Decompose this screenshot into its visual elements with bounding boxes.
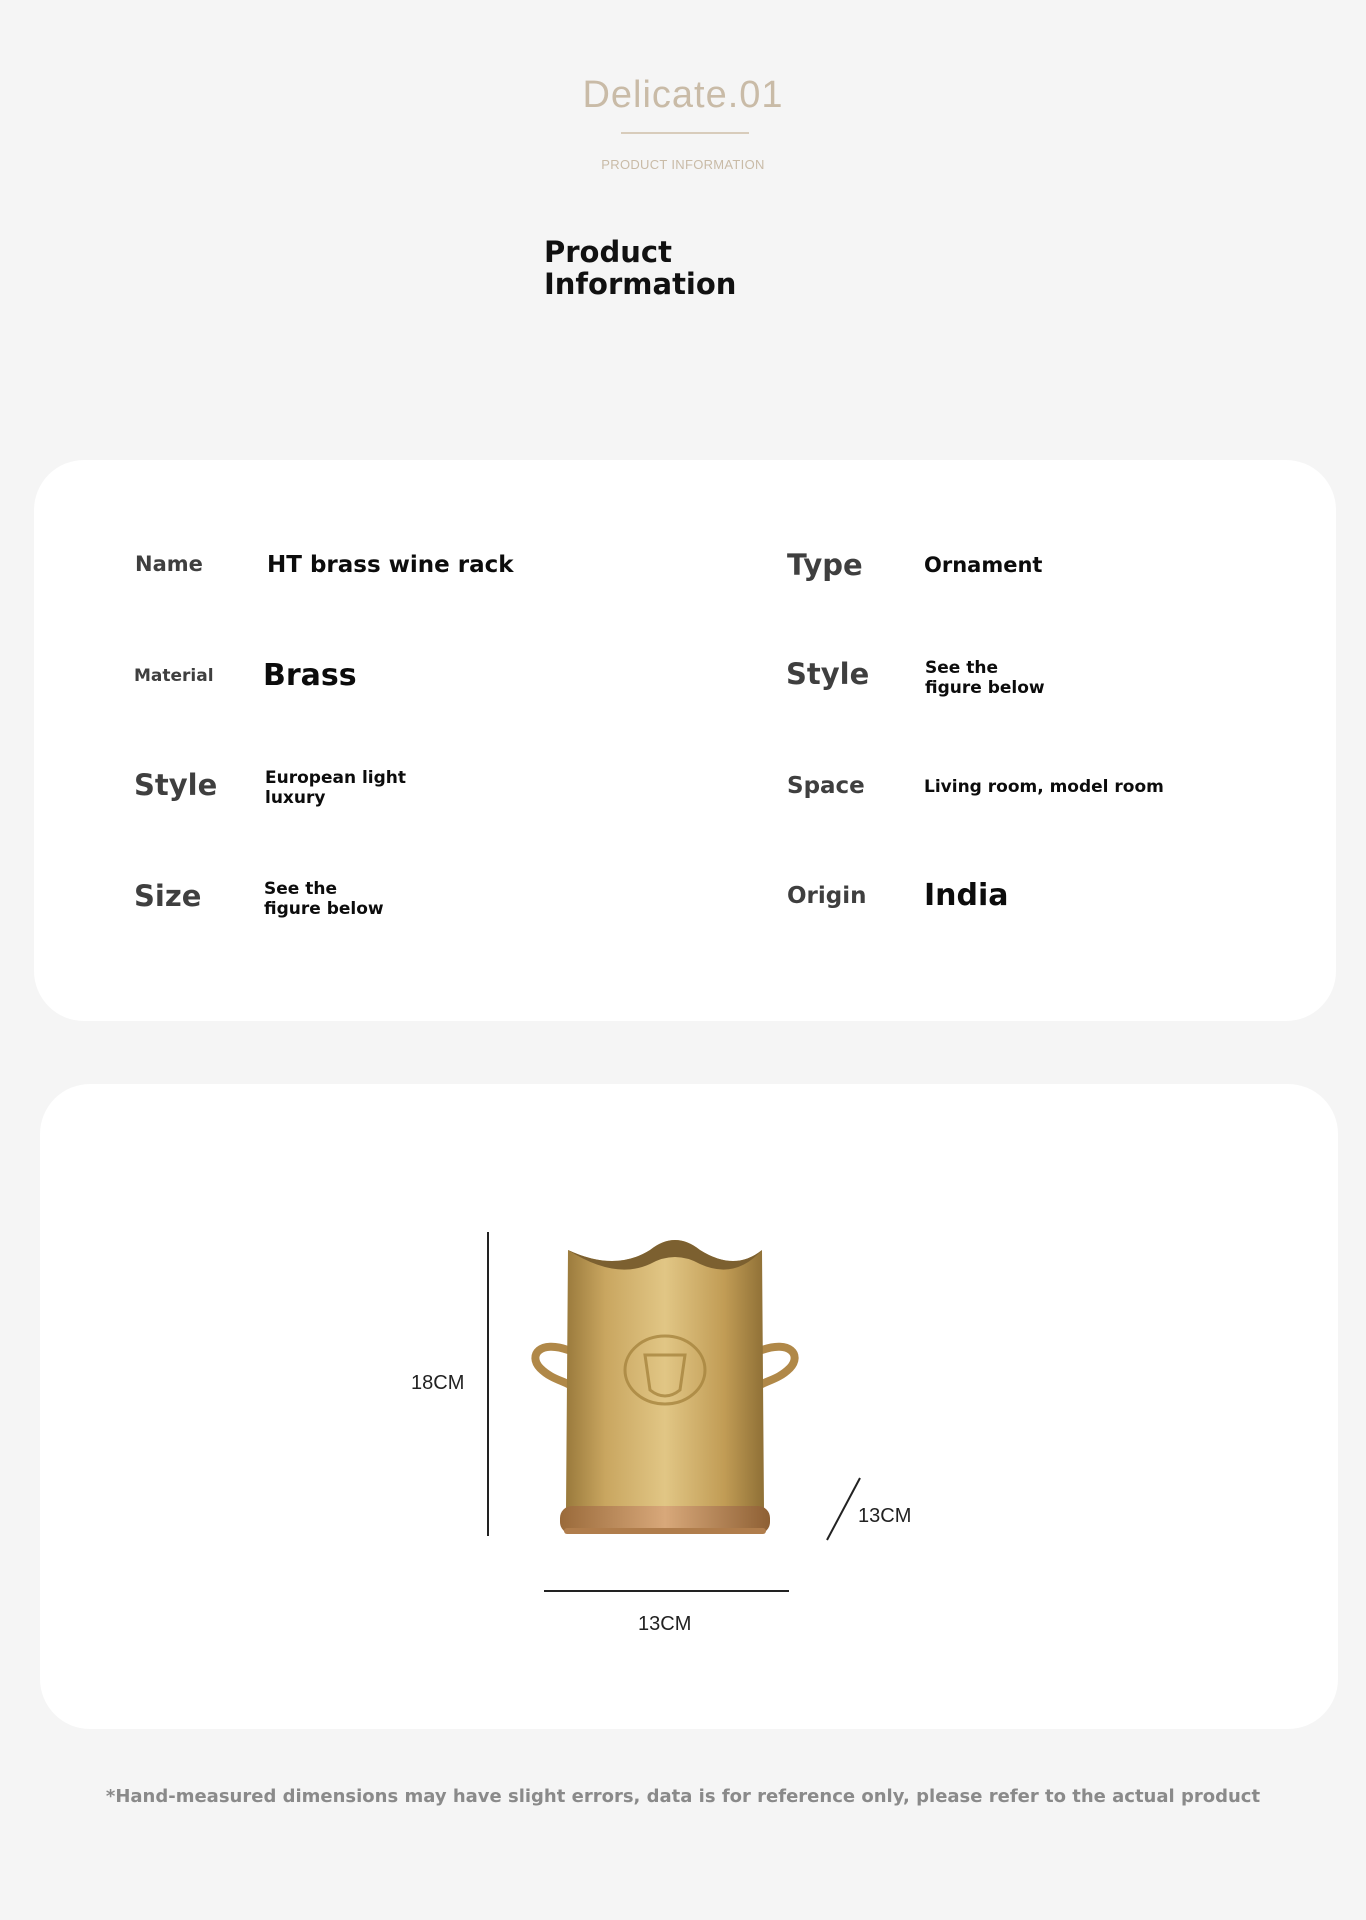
spec-label-size: Size bbox=[134, 879, 202, 913]
spec-value-size: See the figure below bbox=[264, 879, 384, 919]
height-dimension-label: 18CM bbox=[411, 1372, 465, 1394]
brand-title: Delicate.01 bbox=[582, 74, 784, 116]
spec-value-type: Ornament bbox=[924, 553, 1043, 577]
spec-label-style-2: Style bbox=[134, 768, 218, 802]
disclaimer-note: *Hand-measured dimensions may have slight errors, data is for reference only, please refer to the actual product bbox=[105, 1786, 1261, 1807]
spec-label-origin: Origin bbox=[787, 883, 867, 909]
spec-value-space: Living room, model room bbox=[924, 777, 1164, 797]
spec-label-style: Style bbox=[786, 657, 870, 691]
spec-value-material: Brass bbox=[263, 658, 357, 693]
spec-card bbox=[34, 460, 1336, 1021]
width-dimension-label: 13CM bbox=[638, 1613, 692, 1635]
brand-subtitle: PRODUCT INFORMATION bbox=[601, 157, 765, 172]
spec-label-space: Space bbox=[787, 773, 865, 799]
depth-dimension-line bbox=[823, 1476, 863, 1542]
spec-value-origin: India bbox=[924, 878, 1009, 913]
spec-value-style: See the figure below bbox=[925, 658, 1045, 698]
width-dimension-line bbox=[544, 1590, 789, 1592]
spec-value-style-2: European light luxury bbox=[265, 768, 407, 808]
wine-rack-illustration bbox=[520, 1220, 810, 1550]
height-dimension-line bbox=[487, 1232, 489, 1536]
brand-divider bbox=[621, 132, 749, 134]
spec-label-type: Type bbox=[787, 548, 863, 582]
page-title: Product Information bbox=[544, 235, 737, 301]
spec-label-material: Material bbox=[134, 666, 214, 686]
spec-value-name: HT brass wine rack bbox=[267, 552, 514, 578]
spec-label-name: Name bbox=[135, 552, 203, 576]
depth-dimension-label: 13CM bbox=[858, 1505, 912, 1527]
